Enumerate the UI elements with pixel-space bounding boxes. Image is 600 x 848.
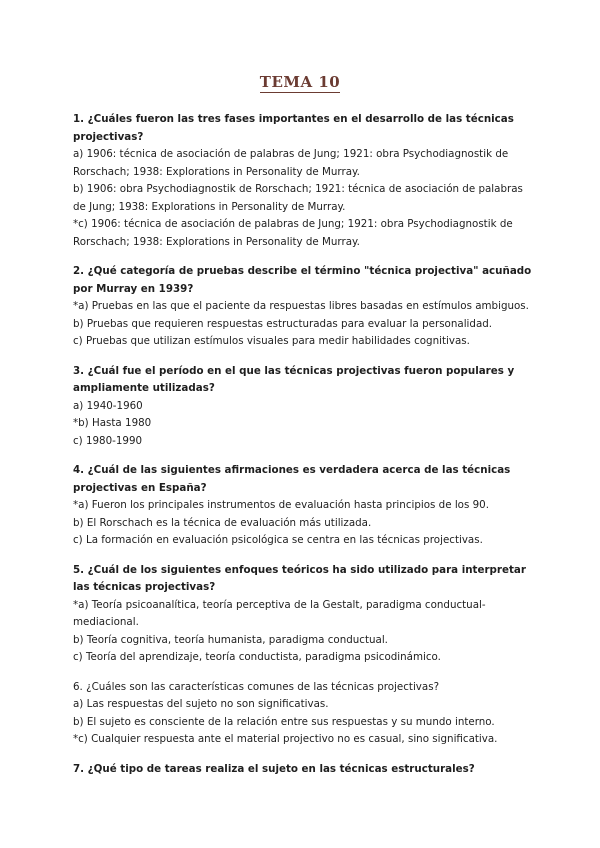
question-5: [73, 562, 535, 667]
question-text: 3. ¿Cuál fue el período en el que las técnicas projectivas fueron populares y ampliamente utilizadas?: [73, 364, 515, 394]
question-2: [73, 263, 535, 351]
option-c: *c) 1906: técnica de asociación de palabras de Jung; 1921: obra Psychodiagnostik de Rorschach; 1938: Explorations in Personality de Murray.: [73, 218, 513, 248]
title-text: TEMA 10: [259, 73, 341, 91]
option-a: a) 1906: técnica de asociación de palabras de Jung; 1921: obra Psychodiagnostik de Rorschach; 1938: Explorations in Personality de Murray.: [73, 148, 509, 178]
question-4: [73, 462, 535, 550]
question-1: [73, 111, 535, 251]
option-a: a) Las respuestas del sujeto no son significativas.: [73, 698, 329, 710]
question-text: 5. ¿Cuál de los siguientes enfoques teóricos ha sido utilizado para interpretar las técnicas projectivas?: [73, 563, 526, 593]
question-text: 1. ¿Cuáles fueron las tres fases importantes en el desarrollo de las técnicas projectivas?: [73, 113, 514, 143]
question-7: [73, 761, 535, 779]
option-b: b) El sujeto es consciente de la relación entre sus respuestas y su mundo interno.: [73, 715, 495, 728]
question-3: [73, 363, 535, 451]
option-c: *c) Cualquier respuesta ante el material projectivo no es casual, sino significativa.: [73, 733, 498, 745]
option-b: b) 1906: obra Psychodiagnostik de Rorschach; 1921: técnica de asociación de palabras de Jung; 1938: Explorations in Personality de Murray.: [73, 183, 523, 213]
question-list: [73, 111, 535, 790]
option-c: c) Pruebas que utilizan estímulos visuales para medir habilidades cognitivas.: [73, 335, 470, 347]
question-text: 2. ¿Qué categoría de pruebas describe el término "técnica projectiva" acuñado por Murray en 1939?: [73, 265, 532, 295]
option-a: *a) Pruebas en las que el paciente da respuestas libres basadas en estímulos ambiguos.: [73, 300, 529, 312]
question-text: 4. ¿Cuál de las siguientes afirmaciones es verdadera acerca de las técnicas projectivas en España?: [73, 464, 511, 494]
question-text: 6. ¿Cuáles son las características comunes de las técnicas projectivas?: [73, 680, 440, 693]
option-a: *a) Teoría psicoanalítica, teoría perceptiva de la Gestalt, paradigma conductual-mediacional.: [73, 598, 486, 628]
option-c: c) La formación en evaluación psicológica se centra en las técnicas projectivas.: [73, 534, 483, 546]
option-a: *a) Fueron los principales instrumentos de evaluación hasta principios de los 90.: [73, 499, 489, 511]
option-b: b) Pruebas que requieren respuestas estructuradas para evaluar la personalidad.: [73, 317, 493, 330]
option-b: b) El Rorschach es la técnica de evaluación más utilizada.: [73, 516, 372, 529]
question-text: 7. ¿Qué tipo de tareas realiza el sujeto en las técnicas estructurales?: [73, 762, 475, 775]
question-6: [73, 679, 535, 749]
page-title: [0, 73, 600, 91]
option-b: *b) Hasta 1980: [73, 417, 152, 429]
option-c: c) Teoría del aprendizaje, teoría conductista, paradigma psicodinámico.: [73, 651, 441, 663]
option-a: a) 1940-1960: [73, 399, 143, 412]
option-b: b) Teoría cognitiva, teoría humanista, paradigma conductual.: [73, 633, 388, 646]
option-c: c) 1980-1990: [73, 434, 143, 447]
